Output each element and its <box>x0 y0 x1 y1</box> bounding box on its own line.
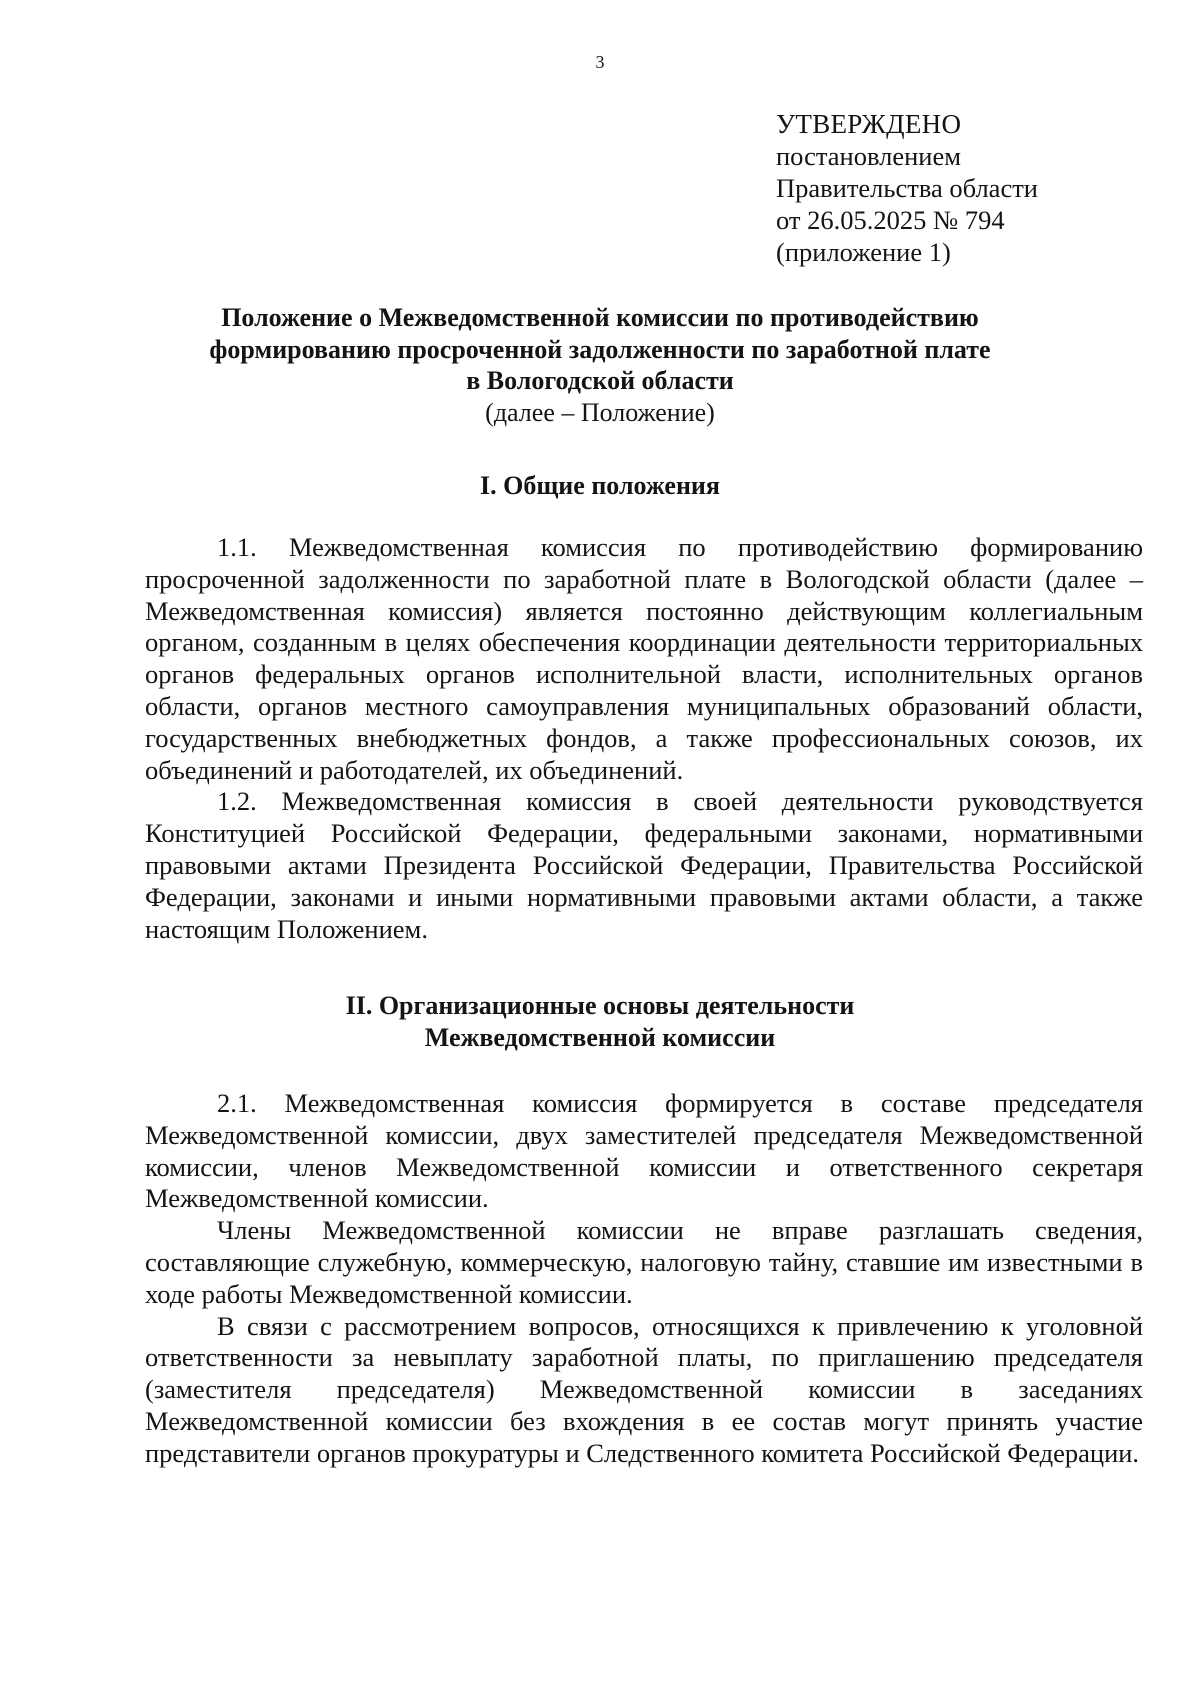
document-title <box>100 302 1100 428</box>
approval-line: Правительства области <box>776 173 1038 203</box>
section-2-heading-line: II. Организационные основы деятельности <box>345 991 855 1020</box>
approval-line: от 26.05.2025 № 794 <box>776 205 1005 235</box>
approval-line: (приложение 1) <box>776 237 951 267</box>
section-1-body <box>145 532 1143 945</box>
section-2-body <box>145 1088 1143 1470</box>
title-line: в Вологодской области <box>466 366 734 395</box>
paragraph: 1.1. Межведомственная комиссия по противодействию формированию просроченной задолженности по заработной плате в Вологодской области (далее – Межведомственная комиссия) является постоянно действующим коллегиальным органом, созданным в целях обеспечения координации деятельности территориальных органов федеральных органов исполнительной власти, исполнительных органов области, органов местного самоуправления муниципальных образований области, государственных внебюджетных фондов, а также профессиональных союзов, их объединений и работодателей, их объединений. <box>145 532 1143 785</box>
section-2-heading-line: Межведомственной комиссии <box>424 1023 776 1052</box>
paragraph: Члены Межведомственной комиссии не вправе разглашать сведения, составляющие служебную, коммерческую, налоговую тайну, ставшие им известными в ходе работы Межведомственной комиссии. <box>145 1215 1143 1309</box>
approval-stamp-block <box>776 108 1038 268</box>
page-number: 3 <box>595 52 605 72</box>
paragraph: 2.1. Межведомственная комиссия формируется в составе председателя Межведомственной комиссии, двух заместителей председателя Межведомственной комиссии, членов Межведомственной комиссии и ответственного секретаря Межведомственной комиссии. <box>145 1088 1143 1214</box>
title-subtitle: (далее – Положение) <box>485 397 715 427</box>
approval-line: постановлением <box>776 141 961 171</box>
section-1-heading: I. Общие положения <box>480 471 720 500</box>
paragraph: 1.2. Межведомственная комиссия в своей деятельности руководствуется Конституцией Российской Федерации, федеральными законами, нормативными правовыми актами Президента Российской Федерации, Правительства Российской Федерации, законами и иными нормативными правовыми актами области, а также настоящим Положением. <box>145 786 1143 944</box>
approval-heading: УТВЕРЖДЕНО <box>776 109 962 139</box>
title-line: формированию просроченной задолженности по заработной плате <box>209 334 991 364</box>
title-line: Положение о Межведомственной комиссии по противодействию <box>221 303 979 332</box>
section-2-heading <box>100 990 1100 1054</box>
paragraph: В связи с рассмотрением вопросов, относящихся к привлечению к уголовной ответственности за невыплату заработной платы, по приглашению председателя (заместителя председателя) Межведомственной комиссии в заседаниях Межведомственной комиссии без вхождения в ее состав могут принять участие представители органов прокуратуры и Следственного комитета Российской Федерации. <box>145 1310 1143 1468</box>
